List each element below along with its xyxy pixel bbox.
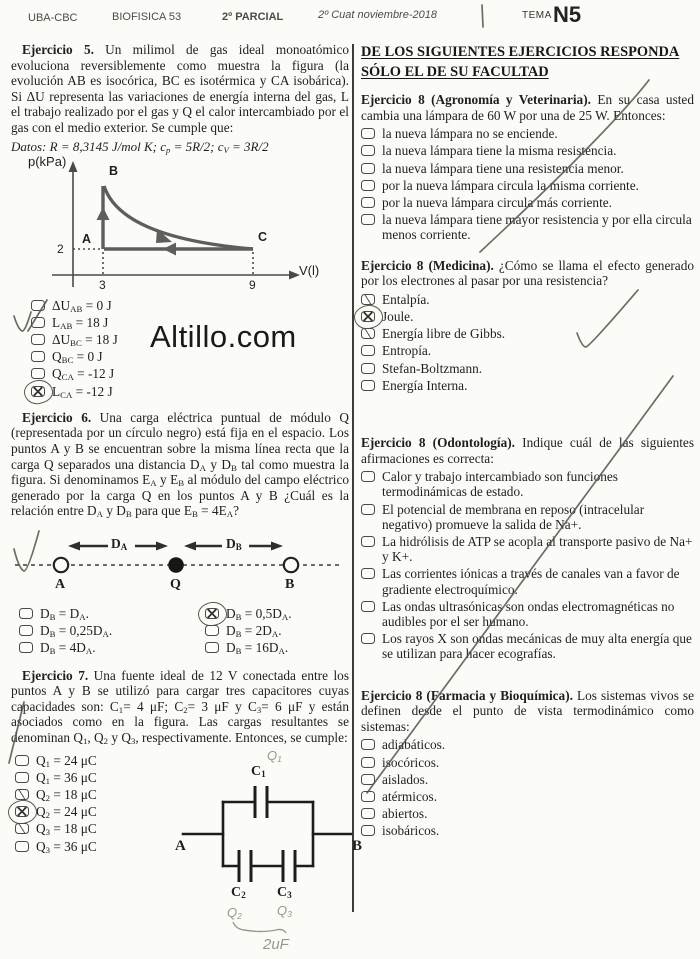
checkbox-wrapper (361, 197, 375, 208)
checkbox[interactable] (361, 536, 375, 547)
checkbox-wrapper (361, 163, 375, 174)
checkbox[interactable] (361, 363, 375, 374)
checkbox-wrapper (31, 334, 45, 345)
option-label: Energía libre de Gibbs. (382, 326, 506, 342)
ejercicio6-title: Ejercicio 6. (22, 409, 92, 425)
point-c-label: C (258, 229, 268, 244)
checkbox-wrapper (361, 774, 375, 785)
checkbox[interactable] (31, 300, 45, 311)
option-label: $Q_1 = 36$ μC (36, 769, 97, 786)
checkbox-wrapper (19, 625, 33, 636)
option-label: $L_{AB} = 18$ J (52, 314, 109, 331)
point-a-label: A (82, 231, 92, 246)
x-tick-3: 3 (99, 277, 106, 292)
checkbox[interactable] (361, 568, 375, 579)
checkbox-wrapper (361, 791, 375, 802)
option-label: la nueva lámpara tiene una resistencia menor. (382, 160, 624, 176)
ejercicio7-answer-area (11, 747, 363, 959)
checkbox-wrapper (361, 504, 375, 515)
checkbox[interactable] (19, 625, 33, 636)
option-label: La hidrólisis de ATP se acopla al transporte pasivo de Na+ y K+. (382, 534, 693, 565)
option-row (361, 143, 694, 158)
ejercicio5-statement (11, 42, 349, 136)
handwritten-brace (233, 922, 286, 933)
ej8-agro-title: Ejercicio 8 (Agronomía y Veterinaria). (361, 92, 591, 107)
checkbox-wrapper (361, 345, 375, 356)
option-label: aislados. (382, 771, 429, 787)
exam-date: 2º Cuat noviembre-2018 (318, 9, 437, 21)
ejercicio6-statement (11, 410, 349, 519)
y-tick-2: 2 (57, 241, 64, 256)
point-a-label: A (55, 576, 66, 592)
ej8-far-body: Los sistemas vivos se definen desde el punto de vista termodinámico como sistemas: (361, 687, 694, 734)
ej8-med-title: Ejercicio 8 (Medicina). (361, 257, 494, 273)
checkbox[interactable] (361, 294, 375, 305)
option-row (205, 623, 349, 638)
checkbox-wrapper (361, 380, 375, 391)
checkbox[interactable] (361, 633, 375, 644)
option-label: Stefan-Boltzmann. (382, 360, 483, 376)
ej8-far-options (361, 737, 694, 838)
checkbox[interactable] (205, 642, 219, 653)
option-row (361, 755, 694, 770)
option-row (361, 195, 694, 210)
option-row (361, 378, 694, 393)
checkbox-wrapper (31, 300, 45, 311)
option-row (361, 292, 694, 307)
checkbox[interactable] (15, 789, 29, 800)
option-row (15, 770, 167, 785)
handwritten-q2: $Q_2$ (227, 904, 242, 921)
ejercicio8-odontologia (361, 435, 694, 662)
option-row (361, 566, 694, 596)
option-row (361, 772, 694, 787)
option-label: $Q_2 = 24$ μC (36, 804, 97, 821)
option-row (31, 384, 349, 399)
course-name: BIOFISICA 53 (112, 11, 182, 23)
exam-name: 2º PARCIAL (222, 11, 284, 23)
option-row (15, 787, 167, 802)
option-row (361, 469, 694, 499)
option-row (361, 161, 694, 176)
ej8-odo-options (361, 469, 694, 661)
checkbox[interactable] (361, 128, 375, 139)
option-label: $Q_1 = 24$ μC (36, 752, 97, 769)
option-label: $D_B = 2D_A$. (226, 623, 282, 640)
checkbox-wrapper (205, 625, 219, 636)
checkbox[interactable] (361, 214, 375, 225)
checkbox-wrapper (15, 755, 29, 766)
watermark: Altillo.com (150, 319, 297, 354)
option-label: $D_B = 0,5D_A$. (226, 605, 292, 622)
charge-q-label: Q (170, 576, 181, 592)
option-row (361, 737, 694, 752)
terminal-a-label: A (175, 837, 186, 854)
checkbox[interactable] (361, 180, 375, 191)
checkbox-wrapper (361, 536, 375, 547)
checkbox[interactable] (361, 774, 375, 785)
handwritten-q1: $Q_1$ (267, 747, 282, 764)
checkbox-wrapper (15, 806, 29, 817)
ejercicio5-body: Un milimol de gas ideal monoatómico evoluciona reversiblemente como muestra la figura (la evolución AB es isocórica, BC es isotérmica y CA isobárica). Si ΔU representa las variaciones de energía interna del gas, L el trabajo realizado por el gas y Q el calor intercambiado por el gas con el medio exterior. Se cumple que: (11, 42, 349, 135)
checkbox[interactable] (361, 197, 375, 208)
option-label: Las corrientes iónicas a través de canales van a favor de gradiente electroquímico. (382, 566, 680, 597)
checkbox-wrapper (361, 808, 375, 819)
point-b-label: B (109, 163, 119, 178)
option-row (361, 361, 694, 376)
checkbox[interactable] (361, 145, 375, 156)
option-label: por la nueva lámpara circula más corriente. (382, 195, 612, 210)
charge-diagram (11, 527, 343, 601)
option-row (361, 502, 694, 532)
option-row (361, 126, 694, 141)
pv-diagram (25, 153, 325, 295)
checkbox[interactable] (361, 504, 375, 515)
option-row (15, 821, 167, 836)
y-axis-label: p(kPa) (28, 153, 67, 169)
ejercicio7-options (15, 753, 167, 856)
checkbox[interactable] (205, 625, 219, 636)
ejercicio8-medicina (361, 258, 694, 393)
handwritten-total-capacitance: 2uF (263, 935, 289, 953)
option-label: Joule. (382, 309, 414, 324)
checkbox-wrapper (361, 128, 375, 139)
capacitor-c3-label: $C_3$ (277, 884, 292, 900)
ejercicio6-options (11, 603, 349, 658)
option-label: $L_{CA} = -12$ J (52, 383, 113, 400)
option-label: $\Delta U_{AB} = 0$ J (52, 297, 112, 314)
option-row (19, 640, 181, 655)
option-row (19, 606, 181, 621)
option-label: $D_B = 0,25D_A$. (40, 623, 113, 640)
option-label: $D_B = D_A$. (40, 605, 89, 622)
ejercicio8-agronomia (361, 92, 694, 243)
option-row (361, 806, 694, 821)
ej8-odo-body: Indique cuál de las siguientes afirmaciones es correcta: (361, 435, 694, 466)
x-tick-9: 9 (249, 277, 256, 292)
checkbox-wrapper (205, 642, 219, 653)
checkbox-wrapper (31, 386, 45, 397)
option-label: $Q_3 = 18$ μC (36, 821, 97, 838)
checkbox-wrapper (361, 180, 375, 191)
checkbox-wrapper (31, 351, 45, 362)
checkbox-wrapper (15, 772, 29, 783)
distance-da-label: $D_A$ (111, 535, 128, 552)
ejercicio8-farmacia (361, 688, 694, 839)
checkbox[interactable] (361, 345, 375, 356)
ejercicio6-options-left (19, 606, 181, 658)
option-label: $Q_2 = 18$ μC (36, 786, 97, 803)
ej8-med-statement (361, 258, 694, 289)
option-row (361, 309, 694, 324)
ej8-agro-statement (361, 92, 694, 123)
checkbox[interactable] (31, 334, 45, 345)
ej8-med-options (361, 292, 694, 393)
terminal-b-label: B (352, 837, 363, 854)
option-row (15, 804, 167, 819)
option-row (205, 640, 349, 655)
checkbox-wrapper (19, 608, 33, 619)
capacitor-c1-label: $C_1$ (251, 763, 266, 779)
option-label: isocóricos. (382, 754, 440, 770)
option-row (31, 298, 349, 313)
checkbox-wrapper (361, 825, 375, 836)
ejercicio6-options-right (205, 606, 349, 658)
checkbox[interactable] (361, 791, 375, 802)
option-row (15, 839, 167, 854)
option-label: la nueva lámpara tiene la misma resistencia. (382, 143, 617, 159)
pv-diagram-drawing (25, 157, 325, 295)
ej8-med-body: ¿Cómo se llama el efecto generado por los electrones al pasar por una resistencia? (361, 257, 694, 289)
option-row (361, 534, 694, 564)
checkbox[interactable] (361, 825, 375, 836)
x-axis-label: V(l) (299, 262, 320, 278)
checkbox[interactable] (19, 642, 33, 653)
checkbox[interactable] (31, 351, 45, 362)
checkbox-wrapper (361, 214, 375, 225)
capacitor-c2-label: $C_2$ (231, 884, 246, 900)
checkbox-wrapper (205, 608, 219, 619)
checkbox[interactable] (31, 368, 45, 379)
option-row (31, 366, 349, 381)
checkbox-wrapper (361, 311, 375, 322)
option-row (361, 631, 694, 661)
option-label: $Q_{CA} = -12$ J (52, 366, 115, 383)
ejercicio7-title: Ejercicio 7. (22, 667, 89, 683)
checkbox-wrapper (361, 363, 375, 374)
ej8-far-statement (361, 688, 694, 735)
ejercicio5-title: Ejercicio 5. (22, 42, 94, 57)
capacitor-circuit-drawing (175, 763, 361, 952)
ejercicio5-datos: Datos: R = 8,3145 J/mol K; $c_p = 5R/2$; $c_V = 3R/2$ (11, 138, 269, 155)
ejercicio7-body: Una fuente ideal de 12 V conectada entre los puntos A y B se utilizó para cargar tres capacitores cuyas capacidades son: $C_1= 4$ μF; $C_2= 3$ μF y $C_3= 6$ μF y están asociados como en la figura. Las cargas resultantes se denominan $Q_1$, $Q_2$ y $Q_3$, respectivamente. Entonces, se cumple: (11, 667, 350, 746)
option-label: $Q_3 = 36$ μC (36, 838, 97, 855)
ej8-agro-body: En su casa usted cambia una lámpara de 60 W por una de 25 W. Entonces: (361, 92, 694, 123)
ej8-agro-options (361, 126, 694, 242)
option-row (361, 789, 694, 804)
checkbox[interactable] (361, 601, 375, 612)
checkbox-wrapper (361, 471, 375, 482)
institution: UBA-CBC (28, 12, 78, 24)
checkbox-wrapper (361, 601, 375, 612)
ejercicio7-statement (11, 668, 349, 746)
option-label: $\Delta U_{BC} = 18$ J (52, 331, 118, 348)
checkbox[interactable] (15, 755, 29, 766)
option-label: El potencial de membrana en reposo (intracelular negativo) promueve la salida de Na+. (382, 501, 645, 532)
option-row (19, 623, 181, 638)
right-column (361, 42, 694, 841)
option-label: Entalpía. (382, 291, 430, 307)
option-row (361, 212, 694, 242)
option-label: Energía Interna. (382, 377, 468, 393)
option-label: Calor y trabajo intercambiado son funciones termodinámicas de estado. (382, 469, 618, 500)
option-label: isobáricos. (382, 823, 440, 839)
option-label: $Q_{BC} = 0$ J (52, 349, 103, 366)
checkbox-wrapper (19, 642, 33, 653)
ej8-far-title: Ejercicio 8 (Farmacia y Bioquímica). (361, 687, 573, 703)
checkbox[interactable] (19, 608, 33, 619)
checkbox[interactable] (361, 328, 375, 339)
handwritten-q3: $Q_3$ (277, 902, 292, 919)
checkbox-wrapper (361, 294, 375, 305)
checkbox-wrapper (361, 568, 375, 579)
checkbox-wrapper (15, 841, 29, 852)
tema-value: N5 (553, 2, 582, 27)
page-header (0, 0, 700, 40)
checkbox[interactable] (361, 757, 375, 768)
checkbox-wrapper (361, 739, 375, 750)
left-column (11, 42, 363, 959)
option-label: $D_B = 16D_A$. (226, 640, 289, 657)
option-label: atérmicos. (382, 789, 438, 805)
checkbox-wrapper (361, 145, 375, 156)
checkbox[interactable] (15, 841, 29, 852)
checkbox[interactable] (361, 380, 375, 391)
option-row (361, 178, 694, 193)
ejercicio6-body: Una carga eléctrica puntual de módulo Q (representada por un círculo negro) está fija en el espacio. Los puntos A y B se encuentran sobre la misma línea recta que la carga Q separados una distancia $D_A$ y $D_B$ tal como muestra la figura. Si denominamos $E_A$ y $E_B$ al módulo del campo eléctrico generado por la carga Q en los puntos A y B ¿Cuál es la relación entre $D_A$ y $D_B$ para que $E_B = 4E_A$? (11, 409, 349, 520)
option-label: abiertos. (382, 806, 428, 822)
checkbox[interactable] (361, 163, 375, 174)
ej8-odo-statement (361, 435, 694, 466)
capacitor-circuit (175, 747, 363, 959)
option-row (15, 753, 167, 768)
option-row (205, 606, 349, 621)
option-label: la nueva lámpara no se enciende. (382, 126, 558, 142)
checkbox[interactable] (361, 471, 375, 482)
tema-label: TEMA (522, 10, 552, 21)
option-row (361, 599, 694, 629)
point-b-label: B (285, 576, 295, 592)
checkbox[interactable] (15, 772, 29, 783)
option-label: Las ondas ultrasónicas son ondas electromagnéticas no audibles por el ser humano. (382, 598, 675, 630)
option-label: por la nueva lámpara circula la misma corriente. (382, 177, 639, 193)
option-row (361, 823, 694, 838)
checkbox-wrapper (15, 789, 29, 800)
option-label: Los rayos X son ondas mecánicas de muy alta energía que se utilizan para hacer ecografías. (382, 631, 692, 662)
checkbox-wrapper (31, 368, 45, 379)
ej8-odo-title: Ejercicio 8 (Odontología). (361, 435, 516, 451)
checkbox-wrapper (361, 328, 375, 339)
distance-db-label: $D_B$ (226, 535, 242, 552)
checkbox[interactable] (361, 808, 375, 819)
option-row (361, 343, 694, 358)
checkbox[interactable] (31, 317, 45, 328)
checkbox-wrapper (15, 823, 29, 834)
checkbox-wrapper (361, 757, 375, 768)
option-row (361, 326, 694, 341)
checkbox-wrapper (31, 317, 45, 328)
option-label: $D_B = 4D_A$. (40, 640, 96, 657)
checkbox[interactable] (15, 823, 29, 834)
checkbox-wrapper (361, 633, 375, 644)
hand-circle (23, 378, 55, 405)
option-label: adiabáticos. (382, 737, 446, 753)
faculty-banner: DE LOS SIGUIENTES EJERCICIOS RESPONDA SÓLO EL DE SU FACULTAD (361, 44, 680, 80)
checkbox[interactable] (361, 739, 375, 750)
option-label: la nueva lámpara tiene mayor resistencia y por ella circula menos corriente. (382, 212, 692, 243)
option-label: Entropía. (382, 343, 432, 359)
